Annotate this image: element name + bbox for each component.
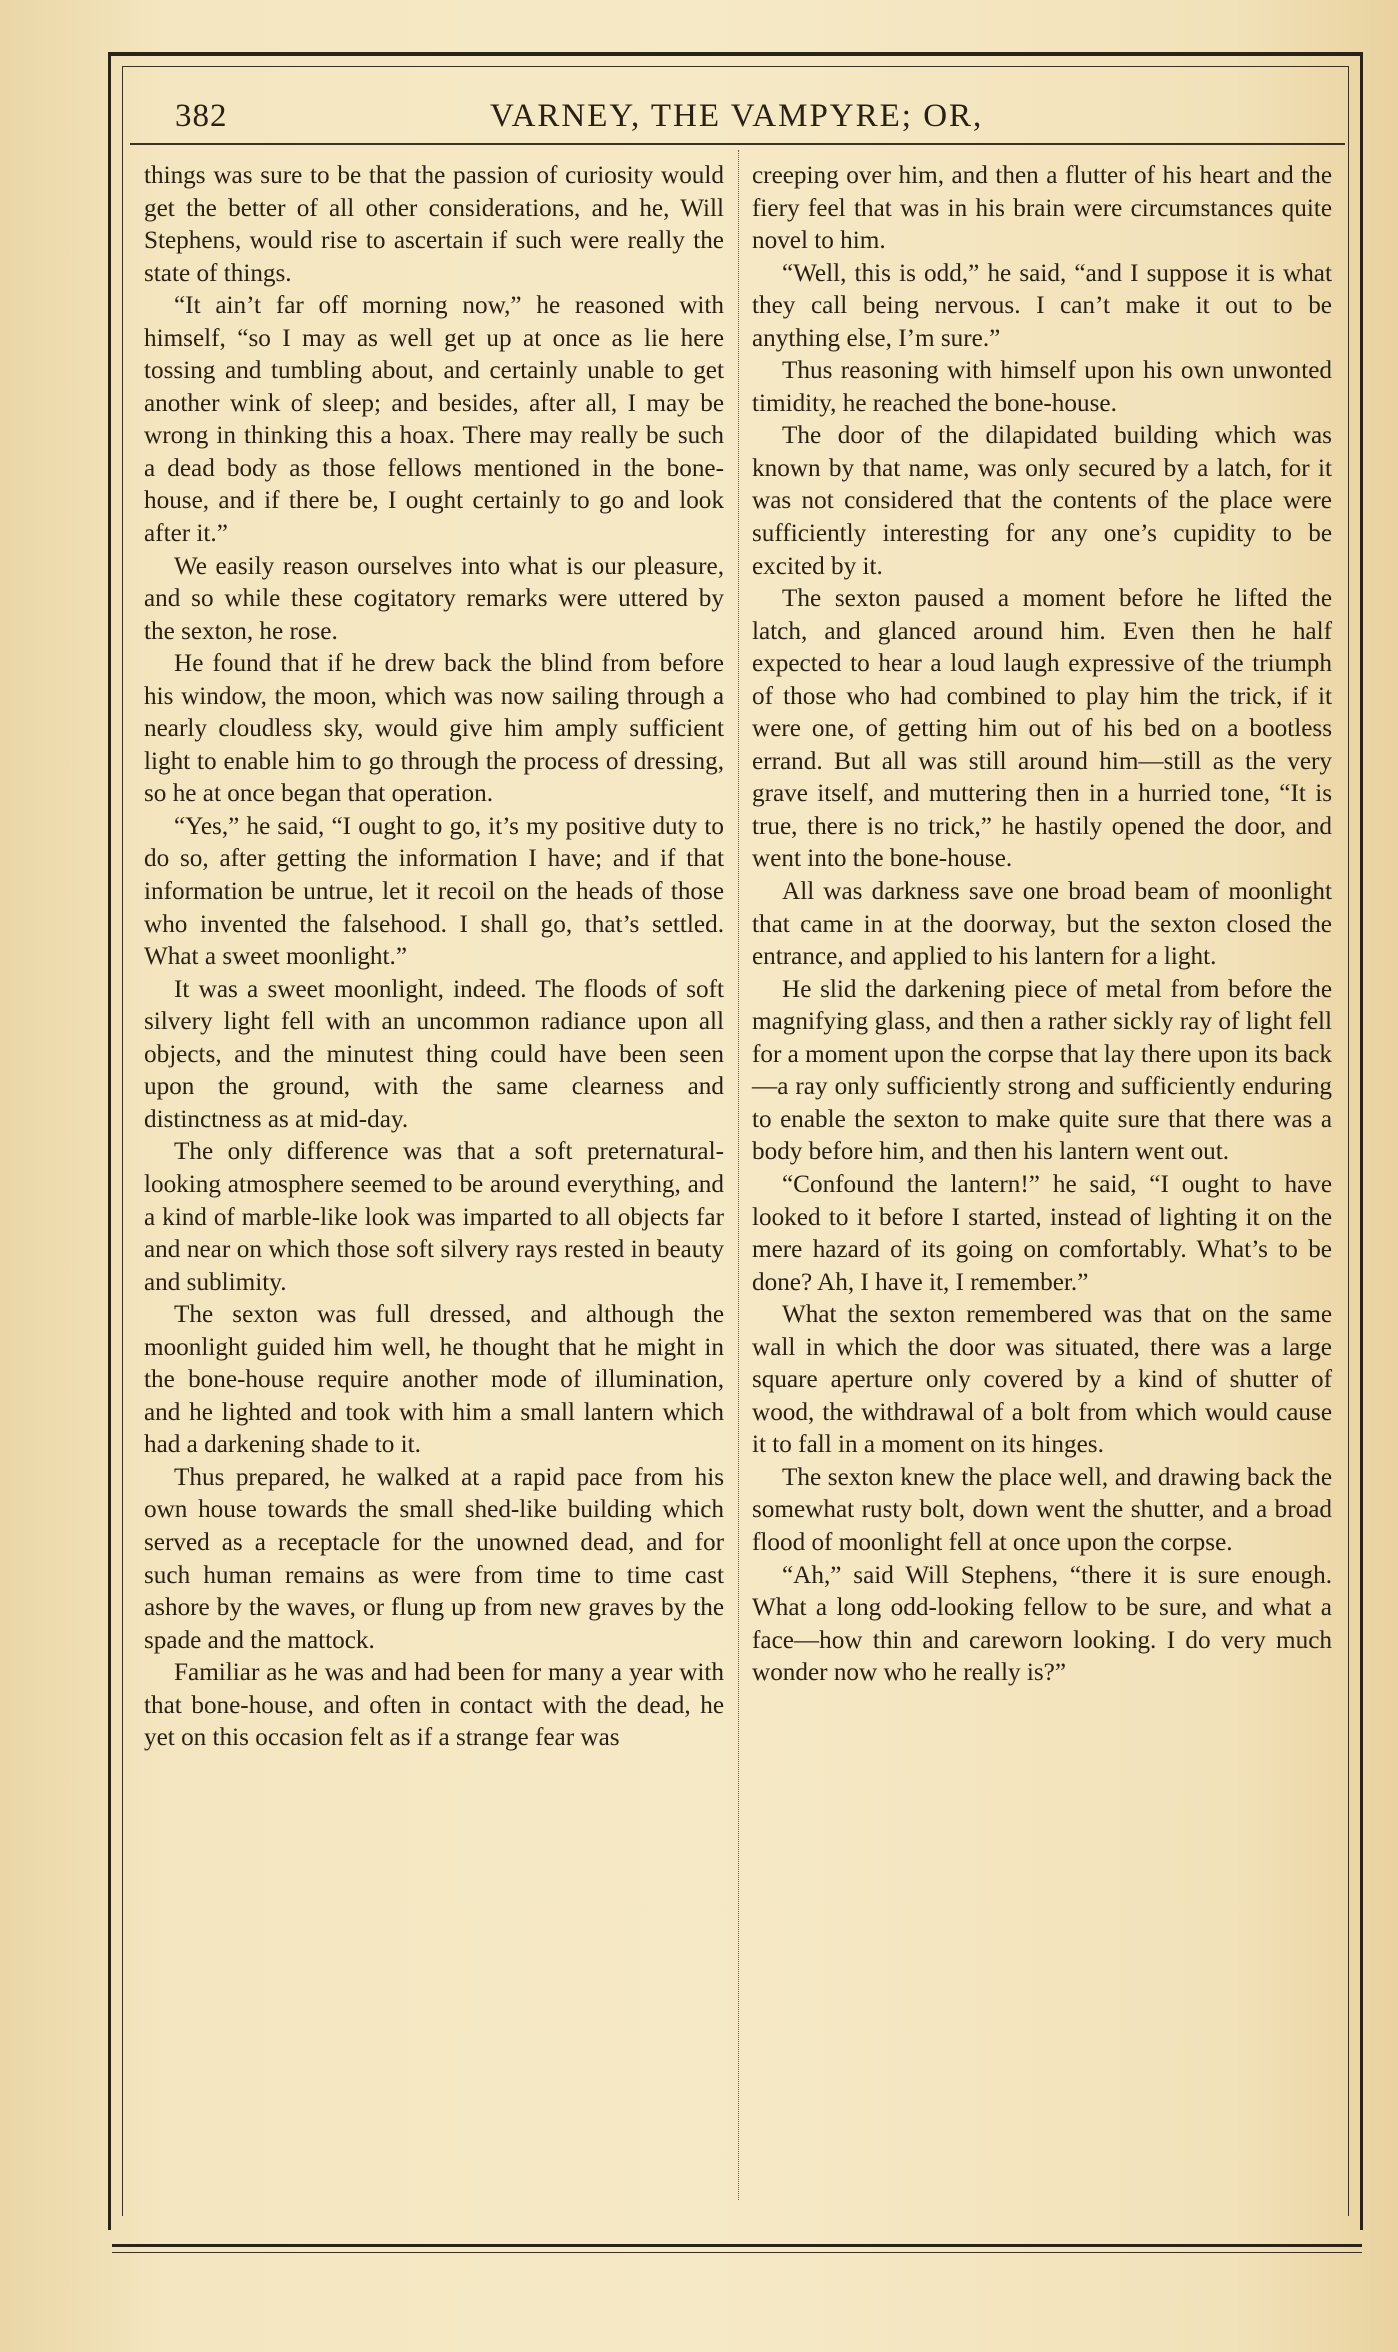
- paragraph: “Yes,” he said, “I ought to go, it’s my positive duty to do so, after getting the information I have; and if that information be untrue, let it recoil on the heads of those who invented the falsehood. I shall go, that’s settled. What a sweet moonlight.”: [144, 812, 724, 971]
- paragraph: “Ah,” said Will Stephens, “there it is sure enough. What a long odd-looking fellow to be sure, and what a face—how thin and careworn looking. I do very much wonder now who he really is?”: [752, 1561, 1332, 1687]
- right-column: [752, 160, 1332, 1690]
- page-header: [170, 96, 1330, 144]
- paragraph: He found that if he drew back the blind from before his window, the moon, which was now sailing through a nearly cloudless sky, would give him amply sufficient light to enable him to go through the process of dressing, so he at once began that operation.: [144, 650, 724, 808]
- paragraph: “It ain’t far off morning now,” he reasoned with himself, “so I may as well get up at once as lie here tossing and tumbling about, and certainly unable to get another wink of sleep; and besides, after all, I may be wrong in thinking this a hoax. There may really be such a dead body as those fellows mentioned in the bone-house, and if there be, I ought certainly to go and look after it.”: [144, 292, 724, 548]
- paragraph: All was darkness save one broad beam of moonlight that came in at the doorway, but the sexton closed the entrance, and applied to his lantern for a light.: [752, 878, 1332, 971]
- paragraph: The door of the dilapidated building which was known by that name, was only secured by a latch, for it was not considered that the contents of the place were sufficiently interesting for any one’s cupidity to be excited by it.: [752, 422, 1332, 580]
- paragraph: creeping over him, and then a flutter of his heart and the fiery feel that was in his brain were circumstances quite novel to him.: [752, 162, 1332, 255]
- left-column: [144, 160, 724, 1755]
- paragraph: Familiar as he was and had been for many a year with that bone-house, and often in contact with the dead, he yet on this occasion felt as if a strange fear was: [144, 1659, 724, 1752]
- column-divider: [738, 150, 739, 2200]
- paragraph: “Well, this is odd,” he said, “and I suppose it is what they call being nervous. I can’t make it out to be anything else, I’m sure.”: [752, 259, 1332, 352]
- paragraph: Thus prepared, he walked at a rapid pace from his own house towards the small shed-like building which served as a receptacle for the unowned dead, and for such human remains as were from time to time cast ashore by the waves, or flung up from new graves by the spade and the mattock.: [144, 1463, 724, 1654]
- paragraph: The only difference was that a soft preternatural-looking atmosphere seemed to be around everything, and a kind of marble-like look was imparted to all objects far and near on which those soft silvery rays rested in beauty and sublimity.: [144, 1138, 724, 1296]
- paragraph: The sexton was full dressed, and although the moonlight guided him well, he thought that he might in the bone-house require another mode of illumination, and he lighted and took with him a small lantern which had a darkening shade to it.: [144, 1301, 724, 1459]
- paragraph: What the sexton remembered was that on the same wall in which the door was situated, there was a large square aperture only covered by a kind of shutter of wood, the withdrawal of a bolt from which would cause it to fall in a moment on its hinges.: [752, 1301, 1332, 1459]
- header-rule: [130, 143, 1345, 145]
- paragraph: things was sure to be that the passion of curiosity would get the better of all other considerations, and he, Will Stephens, would rise to ascertain if such were really the state of things.: [144, 162, 724, 287]
- paragraph: It was a sweet moonlight, indeed. The floods of soft silvery light fell with an uncommon radiance upon all objects, and the minutest thing could have been seen upon the ground, with the same clearness and distinctness as at mid-day.: [144, 975, 724, 1133]
- paragraph: “Confound the lantern!” he said, “I ought to have looked to it before I started, instead of lighting it on the mere hazard of its going on comfortably. What’s to be done? Ah, I have it, I remember.”: [752, 1170, 1332, 1296]
- page-number: 382: [175, 98, 228, 134]
- paragraph: The sexton knew the place well, and drawing back the somewhat rusty bolt, down went the shutter, and a broad flood of moonlight fell at once upon the corpse.: [752, 1463, 1332, 1556]
- running-head: VARNEY, THE VAMPYRE; OR,: [490, 98, 984, 134]
- paragraph: Thus reasoning with himself upon his own unwonted timidity, he reached the bone-house.: [752, 357, 1332, 417]
- footer-rule: [112, 2244, 1362, 2247]
- paragraph: The sexton paused a moment before he lifted the latch, and glanced around him. Even then he half expected to hear a loud laugh expressive of the triumph of those who had combined to play him the trick, if it were one, of getting him out of his bed on a bootless errand. But all was still around him—still as the very grave itself, and muttering then in a hurried tone, “It is true, there is no trick,” he hastily opened the door, and went into the bone-house.: [752, 585, 1332, 873]
- footer-rule-thin: [112, 2252, 1362, 2253]
- paragraph: He slid the darkening piece of metal from before the magnifying glass, and then a rather sickly ray of light fell for a moment upon the corpse that lay there upon its back—a ray only sufficiently strong and sufficiently enduring to enable the sexton to make quite sure that there was a body before him, and then his lantern went out.: [752, 975, 1332, 1166]
- paragraph: We easily reason ourselves into what is our pleasure, and so while these cogitatory remarks were uttered by the sexton, he rose.: [144, 552, 724, 645]
